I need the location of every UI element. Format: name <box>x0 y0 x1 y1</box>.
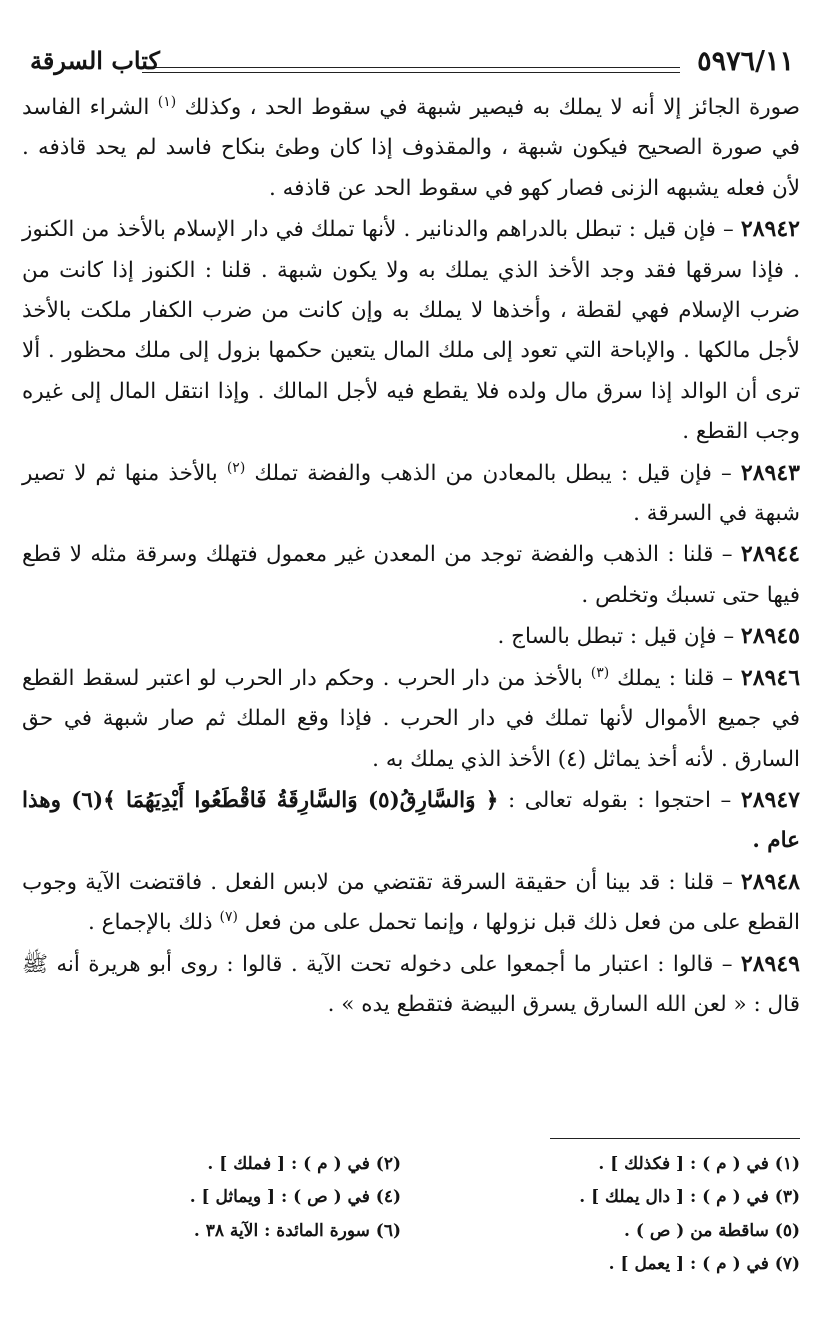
footnote: (٢) في ( م ) : [ فملك ] . <box>207 1154 401 1174</box>
footnote: (٥) ساقطة من ( ص ) . <box>624 1220 800 1241</box>
footnote-separator <box>550 1138 800 1139</box>
paragraph <box>22 88 800 209</box>
footnote-marker: (٢) <box>226 459 246 476</box>
paragraph-text: – احتجوا : بقوله تعالى : <box>498 787 741 813</box>
footnote-marker: (٧) <box>219 908 238 925</box>
paragraph <box>22 944 800 1026</box>
paragraph-text: صورة الجائز إلا أنه لا يملك به فيصير شبهة في سقوط الحد ، وكذلك <box>176 95 800 120</box>
paragraph-text: – قلنا : قد بينا أن حقيقة السرقة تقتضي من لابس الفعل . فاقتضت الآية وجوب القطع على من فعل ذلك قبل نزولها ، وإنما تحمل على من فعل <box>22 869 800 936</box>
book-title: كتاب السرقة <box>30 46 160 75</box>
paragraph-text-continued: بالأخذ من دار الحرب . وحكم دار الحرب لو اعتبر لسقط القطع في جميع الأموال لأنها تملك في دار الحرب . فإذا وقع الملك ثم صار شبهة في حق السارق . لأنه أخذ يماثل (٤) الأخذ الذي يملك به . <box>22 665 800 772</box>
paragraph-number: ٢٨٩٤٧ <box>740 786 800 813</box>
paragraph-text-continued: ذلك بالإجماع . <box>87 910 220 936</box>
paragraph-number: ٢٨٩٤٥ <box>740 623 800 650</box>
header-rule-double <box>142 72 680 73</box>
paragraph-text: – فإن قيل : يبطل بالمعادن من الذهب والفضة تملك <box>245 460 741 486</box>
footnote: (٦) سورة المائدة : الآية ٣٨ . <box>193 1220 401 1241</box>
footnote: (٤) في ( ص ) : [ ويماثل ] . <box>189 1187 401 1208</box>
paragraph <box>22 658 800 780</box>
paragraph <box>22 616 800 657</box>
paragraph <box>22 862 800 944</box>
paragraph-text: – قلنا : الذهب والفضة توجد من المعدن غير معمول فتهلك وسرقة مثله لا قطع فيها حتى تسبك وتخلص . <box>22 542 800 608</box>
paragraph-number: ٢٨٩٤٩ <box>740 950 800 977</box>
paragraph-number: ٢٨٩٤٢ <box>740 216 800 243</box>
main-text <box>22 88 800 1025</box>
footnote-marker: (١) <box>157 93 177 110</box>
running-head <box>22 32 800 78</box>
paragraph-text-continued: بالأخذ منها ثم لا تصير شبهة في السرقة . <box>22 460 800 527</box>
paragraph-text: – قالوا : اعتبار ما أجمعوا على دخوله تحت الآية . قالوا : روى أبو هريرة أنه ﷺ قال : « لعن الله السارق يسرق البيضة فتقطع يده » . <box>22 951 800 1017</box>
paragraph-number: ٢٨٩٤٨ <box>740 868 800 895</box>
footnote: (٧) في ( م ) : [ يعمل ] . <box>608 1254 800 1275</box>
footnotes <box>22 1148 800 1282</box>
paragraph-number: ٢٨٩٤٦ <box>740 664 801 691</box>
footnote-marker: (٣) <box>590 664 610 681</box>
book-page <box>22 22 800 1322</box>
paragraph <box>22 209 800 452</box>
paragraph-text: – قلنا : يملك <box>609 665 741 691</box>
header-rule <box>142 67 680 68</box>
footnote: (١) في ( م ) : [ فكذلك ] . <box>598 1154 800 1174</box>
paragraph <box>22 534 800 616</box>
paragraph-number: ٢٨٩٤٣ <box>740 459 800 486</box>
page-number: ٥٩٧٦/١١ <box>697 46 794 77</box>
paragraph-number: ٢٨٩٤٤ <box>740 541 800 568</box>
paragraph-text-continued: الشراء الفاسد في صورة الصحيح فيكون شبهة ، والمقذوف إذا كان وطئ بنكاح فاسد لم يحد قاذفه . لأن فعله يشبهه الزنى فصار كهو في سقوط الحد عن قاذفه . <box>22 95 800 201</box>
paragraph <box>22 453 800 535</box>
quran-verse: ﴿ وَالسَّارِقُ(٥) وَالسَّارِقَةُ فَاقْطَعُوا أَيْدِيَهُمَا ﴾(٦) وهذا عام . <box>22 787 800 854</box>
paragraph <box>22 780 800 862</box>
footnote: (٣) في ( م ) : [ دال يملك ] . <box>579 1187 800 1208</box>
paragraph-text: – فإن قيل : تبطل بالساج . <box>497 624 741 650</box>
paragraph-text: – فإن قيل : تبطل بالدراهم والدنانير . لأنها تملك في دار الإسلام بالأخذ من الكنوز . فإذا سرقها فقد وجد الأخذ الذي يملك به ولا يكون شبهة . قلنا : الكنوز إذا كانت من ضرب الإسلام فهي لقطة ، وأخذها لا يملك به وإن كانت من ضرب الكفار ملكت بالأخذ لأجل مالكها . والإباحة التي تعود إلى ملك المال يتعين حكمها بزول إلى ملك محظور . ألا ترى أن الوالد إذا سرق مال ولده فلا يقطع فيه لأجل المالك . وإذا انتقل المال إلى غيره وجب القطع . <box>22 217 800 445</box>
